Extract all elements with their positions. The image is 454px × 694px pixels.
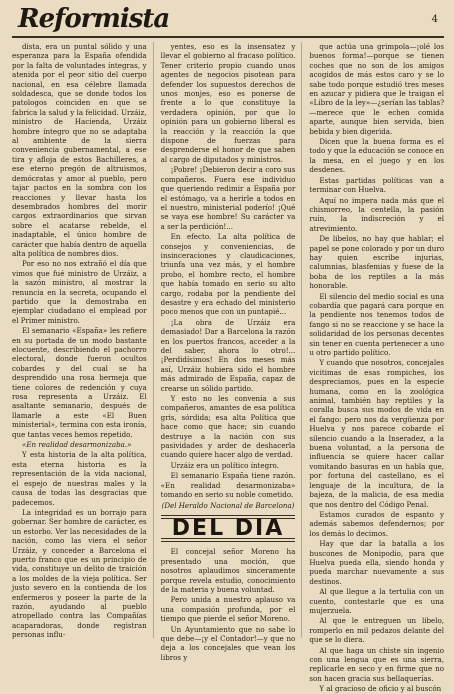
paragraph: Y esto no les convenía a sus compañeros, amantes de esa política gris, sórdida; esa alta Política que hace como que hace; sin cuando destruye a la nación con sus pasividades y arder de deshacerla cuando quiere hacer algo de verdad. [160, 394, 296, 460]
paragraph: El concejal señor Moreno ha presentado una moción, que nosotros aplaudimos sinceramente porque revela estudio, conocimiento de la materia y buena voluntad. [160, 547, 296, 594]
paragraph: Un Ayuntamiento que no sabe lo que debe—¡y el Contador!—y que no deja a los concejales que vean los libros y [160, 624, 296, 662]
page-number: 4 [431, 14, 438, 25]
paragraph: ¡Pobre! ¡Debieron decir a coro sus compañeros. Fuera ese individuo que queriendo redimir a España por el estómago, va a herirle a todos en el nuestro, ministerial poderío! ¡Qué se vaya ese hombre! Su carácter va a ser la perdición!... [160, 165, 296, 231]
paragraph: yentes, eso es la insensatez y llevar el gobierno al fracaso político. Tener criterio propio cuando unos agentes de negocios pisotean para defender los supuestos derechos de unos monjes, eso es ponerse de frente a lo que constituye la verdadera opinión, por que lo opinión para un gobierno liberal es la reacción y la reacción la que dispone de fuerzas para desprenderse el honor de que saben al cargo de diputados y ministros. [160, 42, 296, 164]
paragraph: Al que llegue a la tertulia con un cuento, contestarle que es una mujerzuela. [309, 587, 445, 615]
paragraph: El semanario España tiene razón. «En realidad desarmonizaba» tomando en serio su noble cometido. [160, 471, 296, 500]
paragraph: Dicen que la buena forma es el todo y que la educación se conoce en la mesa, en el juego y en los desdenes. [309, 137, 445, 175]
paragraph: Estas partidas políticas van a terminar con Huelva. [309, 175, 445, 195]
quote-line: «En realidad desarmonizaba.» [22, 440, 132, 450]
paragraph: Al que le entreguen un libelo, romperlo en mil pedazos delante del que se lo diera. [309, 616, 445, 645]
masthead-logo: Reformista [18, 4, 170, 34]
section-title: DEL DIA [171, 515, 285, 541]
paragraph: Y al gracioso de oficio y al buscón [319, 684, 442, 694]
paragraph: Por eso no nos extrañó el día que vimos que fué ministro de Urzáiz, a la sazón ministro, al mostrar la renuncia en la secreta, ocupando el partido que la demostraba en ejemplar ciudadano el emplead por el Primer ministro. [12, 259, 147, 325]
paragraph: Y esta historia de la alta política, esta eterna historia es la representación de la vida nacional, el espejo de nuestras males y la causa de todas las desgracias que padecemos. [12, 450, 147, 507]
paragraph: Estamos curados de espanto y además sabemos defendernos; por los demás lo decimos. [309, 509, 445, 538]
column-1 [12, 42, 154, 638]
paragraph: dista, era un puntal sólido y una esperanza para la España ofendida por la falta de voluntades íntegras, y atenida por el peor sitio del cuerpo nacional, en esa célebre llamada soldadesca, que se donde todos los patologos coinciden en que se fabrica la salud y la felicidad. Urzáiz, ministro de Hacienda, Urzáiz hombre íntegro que no se adaptaba al ambiente de la sierra conveniencia gubernamental, a ese tira y afloja de estos Bachilleres, a ese eterno pregón de altruismos, demócratas y amor al pueblo, pero tajar pactos en la sombra con los reacciones y llevar hasta los desembrados hombres del morir cargos extraordinarios que sirvan sobre el acatarse rebelde, el inadaptable, el único hombre de carácter que había dentro de aquella alta política de nombres dios. [12, 42, 147, 258]
masthead [12, 4, 444, 38]
source-credit: (Del Heraldo Nacional de Barcelona) [161, 500, 295, 510]
paragraph: Al que haga un chiste sin ingenio con una lengua que es una sierra, replicarle en seco y en firme que no son hacen gracia sus bellaquerías. [309, 645, 445, 683]
paragraph: que actúa una grimpola—¡olé los buenos forma!—porque se tienen coches que no son de los amigos acogidos de más estos caro y se lo sabe todo porque estudió tres meses en azucar y pidiera que le traigan el «Libro de la ley»—¿serían las tablas?—merece que le echen comida aparte, aunque bien servida, bien bebida y bien digerida. [309, 42, 445, 136]
paragraph: Y cuando que nosotros, concejales vicitimas de esas rompiches, los despreciamos, pues en la especie humana, como en la zoológica animal, también hay reptiles y la coralla busca sus modos de vida en el fango: pero nos da vergüenza por Huelva y nos parece cobarde el silencio cuando a la Inseradez, a la buena voluntad, a la persona de influencia se quiere hacer callar vomitando basuras en un habla que, por fortuna del castellano, es el lenguaje de la incultura, de la bajeza, de la malicia, de esa media que nos dentro del Código Penal. [309, 358, 445, 509]
paragraph: De libelos, no hay que hablar; el papel se pone colorado y por un duro hay quien escribe injurias, calumnias, blasfemias y fuese de la boba de los reptiles a la más honorable. [309, 234, 445, 291]
paragraph: Urzáiz era un político íntegro. [170, 460, 279, 470]
paragraph: Hay que dar la batalla a los buscones de Monipodio, para que Huelva pueda ella, siendo honda y pueda marchar nuevamente a sus destinos. [309, 539, 445, 586]
paragraph: El silencio del medio social es una cobardía que pagará cara porque en la pendiente nos tenemos todos de fango si no se reaccione y se hace la solidaridad de los personas decentes sin tener en cuenta pertenecer a uno u otro partido político. [309, 291, 445, 357]
paragraph: Aquí no impera nada más que el chismorreo, la centella, la pasión ruín, la indiscreción y el atrevimiento. [309, 195, 445, 233]
paragraph: ¡La obra de Urzáiz era demasiado! Dar a Barcelona la razón en los puertos francos, acceder a la del saber, ahora lo otro!... ¡Perdidísimos! En dos meses más así, Urzáiz hubiera sido el hombre más admirado de España, capaz de crearse un sólido partido. [160, 317, 296, 393]
paragraph: En efecto. La alta política de consejos y conveniencias, de insinceraciones y claudicaciones, triunfa una vez más, y el hombre probo, el hombre recto, el hombre que había tomado en serio su alto cargo, rodaba por la pendiente del desastre y era echado del ministerio poco menos que con un puntapié... [160, 232, 296, 317]
column-3 [309, 42, 445, 694]
paragraph: La integridad es un borrajo para gobernar. Ser hombre de carácter, es un estorbo. Ver las necesidades de la nación, como las viera el señor Urzáiz, y conceder a Barcelona el puerto franco que es un principio de vida, constituye un delito de traición a los moldes de la vieja política. Ser justo severo en la contienda de los enfermeros y poseer la parte de la razón, ayudando al pueblo atropellado contra las Compañías acaparadoras, donde registran personas influ- [12, 507, 147, 640]
paragraph: Pero unida a nuestro aplauso va una compasión profunda, por el tiempo que pierde el señor Moreno. [160, 595, 296, 624]
paragraph: El semanario «España» les refiere en su portada de un modo bastante elocuente, describiendo el pachorro electoral, donde fueron ocultos cobardes y del cual se ha desprendido una rosa bermeja que tiene colores de redención y cuya rosa representa a Urzáiz. El asaltante semanario, después de llamarle a este «El Buen ministerial», termina con esta ironía, que tantas veces hemos repetido. [12, 326, 147, 439]
column-2 [160, 42, 303, 662]
article-columns [12, 42, 445, 694]
